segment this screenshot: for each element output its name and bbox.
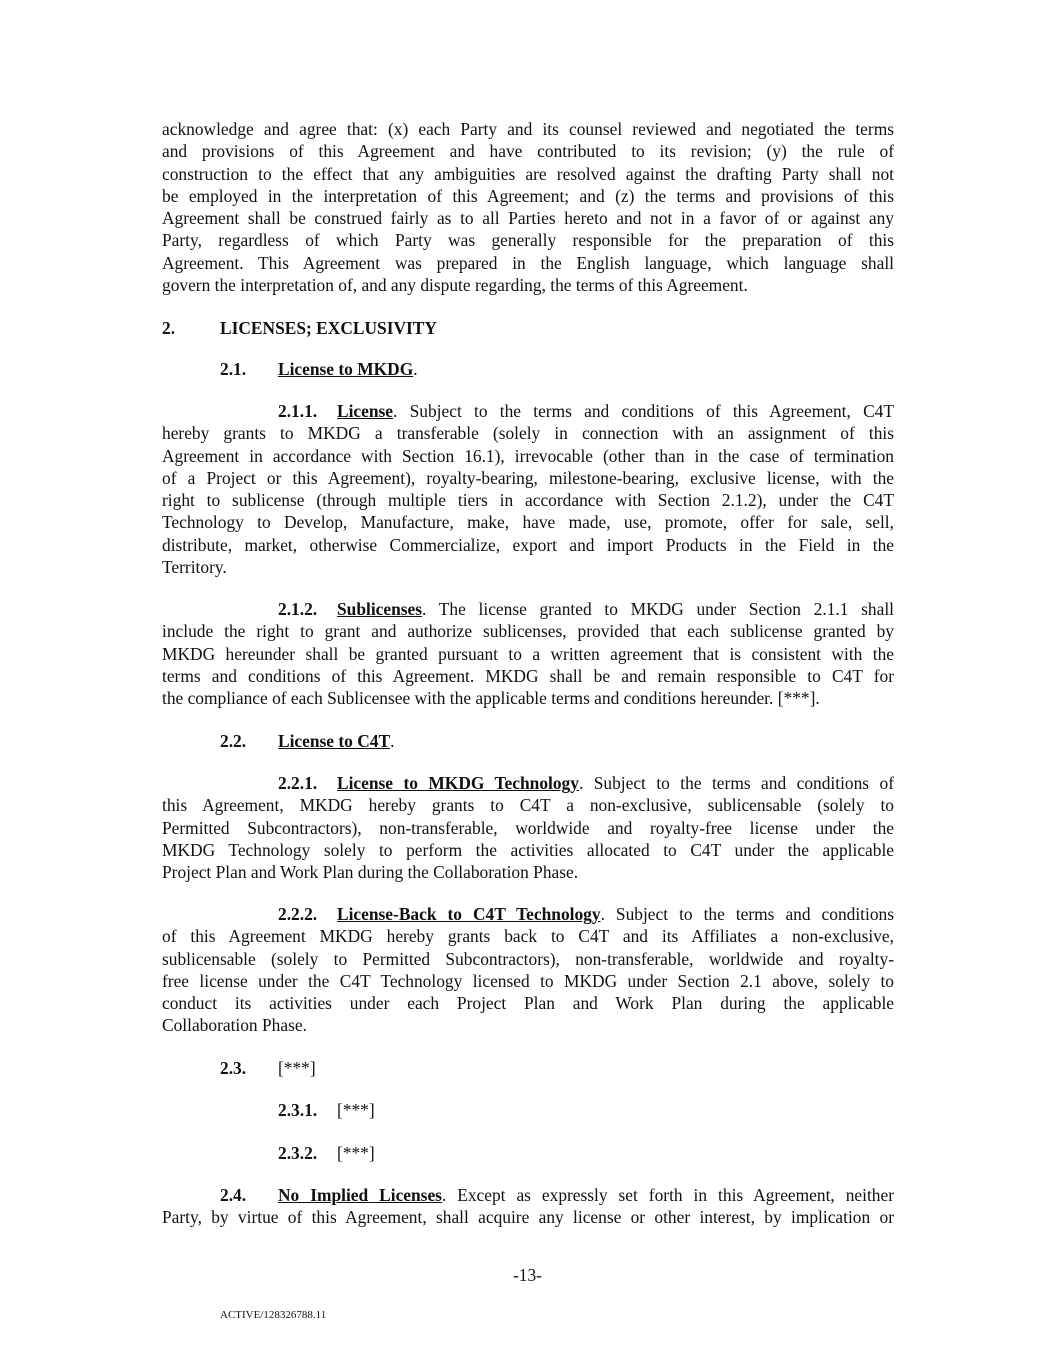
clause-text: . Subject to the terms and conditions of: [578, 773, 894, 793]
clause-line: terms and conditions of this Agreement. MKDG shall be and remain responsible to C4T for: [162, 665, 894, 686]
subsection-2-3: [162, 1057, 894, 1079]
section-number: 2.: [162, 318, 176, 338]
clause-number: 2.1.1.: [278, 401, 318, 421]
subsection-title: No Implied Licenses: [278, 1185, 442, 1205]
clause-line: Collaboration Phase.: [162, 1015, 307, 1036]
clause-line: Project Plan and Work Plan during the Collaboration Phase.: [162, 862, 579, 883]
clause-line: of a Project or this Agreement), royalty-bearing, milestone-bearing, exclusive license, with the: [162, 467, 894, 488]
subsection-2-1-heading: [162, 358, 894, 380]
clause-line: distribute, market, otherwise Commercialize, export and import Products in the Field in the: [162, 534, 894, 555]
clause-line: Technology to Develop, Manufacture, make, have made, use, promote, offer for sale, sell,: [162, 512, 894, 533]
clause-2-3-1: [162, 1099, 894, 1121]
clause-line: free license under the C4T Technology licensed to MKDG under Section 2.1 above, solely to: [162, 970, 894, 991]
clause-number: 2.3.2.: [278, 1143, 318, 1163]
clause-2-3-2: [162, 1142, 894, 1164]
clause-line: of this Agreement MKDG hereby grants back to C4T and its Affiliates a non-exclusive,: [162, 926, 894, 947]
intro-line: Agreement. This Agreement was prepared in the English language, which language shall: [162, 252, 894, 273]
subsection-title: License to C4T: [278, 731, 391, 751]
intro-line: govern the interpretation of, and any dispute regarding, the terms of this Agreement.: [162, 275, 748, 296]
clause-title: License-Back to C4T Technology: [337, 904, 601, 924]
clause-2-1-1: [162, 400, 894, 578]
clause-line: the compliance of each Sublicensee with the applicable terms and conditions hereunder. [***].: [162, 688, 820, 709]
intro-line: Agreement shall be construed fairly as to all Parties hereto and not in a favor of or against any: [162, 208, 894, 229]
clause-2-1-2: [162, 598, 894, 709]
clause-line: Territory.: [162, 557, 227, 578]
page-number: -13-: [513, 1265, 542, 1285]
clause-text: . Except as expressly set forth in this Agreement, neither: [441, 1185, 894, 1205]
clause-line: MKDG Technology solely to perform the activities allocated to C4T under the applicable: [162, 839, 894, 860]
clause-2-2-1: [162, 772, 894, 883]
clause-line: hereby grants to MKDG a transferable (solely in connection with an assignment of this: [162, 423, 894, 444]
subsection-number: 2.3.: [220, 1058, 247, 1078]
intro-line: acknowledge and agree that: (x) each Party and its counsel reviewed and negotiated the terms: [162, 119, 894, 139]
heading-punctuation: .: [413, 359, 418, 379]
clause-2-2-2: [162, 903, 894, 1037]
clause-number: 2.2.2.: [278, 904, 318, 924]
subsection-2-4: [162, 1184, 894, 1229]
section-heading: [162, 317, 894, 339]
clause-number: 2.3.1.: [278, 1100, 318, 1120]
clause-title: Sublicenses: [337, 599, 423, 619]
redacted-text: [***]: [337, 1143, 375, 1163]
clause-line: sublicensable (solely to Permitted Subcontractors), non-transferable, worldwide and royalty-: [162, 948, 894, 969]
clause-line: conduct its activities under each Project Plan and Work Plan during the applicable: [162, 993, 894, 1014]
redacted-text: [***]: [278, 1058, 316, 1078]
clause-line: MKDG hereunder shall be granted pursuant to a written agreement that is consistent with the: [162, 643, 894, 664]
clause-text: . The license granted to MKDG under Section 2.1.1 shall: [422, 599, 894, 619]
clause-line: this Agreement, MKDG hereby grants to C4T a non-exclusive, sublicensable (solely to: [162, 795, 894, 816]
clause-line: Permitted Subcontractors), non-transferable, worldwide and royalty-free license under the: [162, 817, 894, 838]
clause-line: Party, by virtue of this Agreement, shall acquire any license or other interest, by implication or: [162, 1207, 894, 1228]
clause-line: include the right to grant and authorize sublicenses, provided that each sublicense granted by: [162, 621, 894, 642]
subsection-number: 2.4.: [220, 1185, 247, 1205]
subsection-title: License to MKDG: [278, 359, 414, 379]
intro-line: construction to the effect that any ambiguities are resolved against the drafting Party shall not: [162, 163, 894, 184]
clause-text: . Subject to the terms and conditions of this Agreement, C4T: [393, 401, 894, 421]
section-title: LICENSES; EXCLUSIVITY: [220, 318, 437, 338]
intro-line: Party, regardless of which Party was generally responsible for the preparation of this: [162, 230, 894, 251]
subsection-number: 2.2.: [220, 731, 247, 751]
clause-text: . Subject to the terms and conditions: [600, 904, 894, 924]
subsection-number: 2.1.: [220, 359, 247, 379]
clause-title: License: [337, 401, 394, 421]
subsection-2-2-heading: [162, 730, 894, 752]
intro-paragraph: [162, 118, 894, 296]
intro-line: be employed in the interpretation of this Agreement; and (z) the terms and provisions of this: [162, 185, 894, 206]
clause-number: 2.1.2.: [278, 599, 318, 619]
redacted-text: [***]: [337, 1100, 375, 1120]
intro-line: and provisions of this Agreement and have contributed to its revision; (y) the rule of: [162, 141, 894, 162]
clause-title: License to MKDG Technology: [337, 773, 579, 793]
clause-line: Agreement in accordance with Section 16.1), irrevocable (other than in the case of termination: [162, 445, 894, 466]
clause-line: right to sublicense (through multiple tiers in accordance with Section 2.1.2), under the C4T: [162, 490, 894, 511]
document-id: ACTIVE/128326788.11: [220, 1309, 327, 1321]
heading-punctuation: .: [390, 731, 395, 751]
clause-number: 2.2.1.: [278, 773, 318, 793]
